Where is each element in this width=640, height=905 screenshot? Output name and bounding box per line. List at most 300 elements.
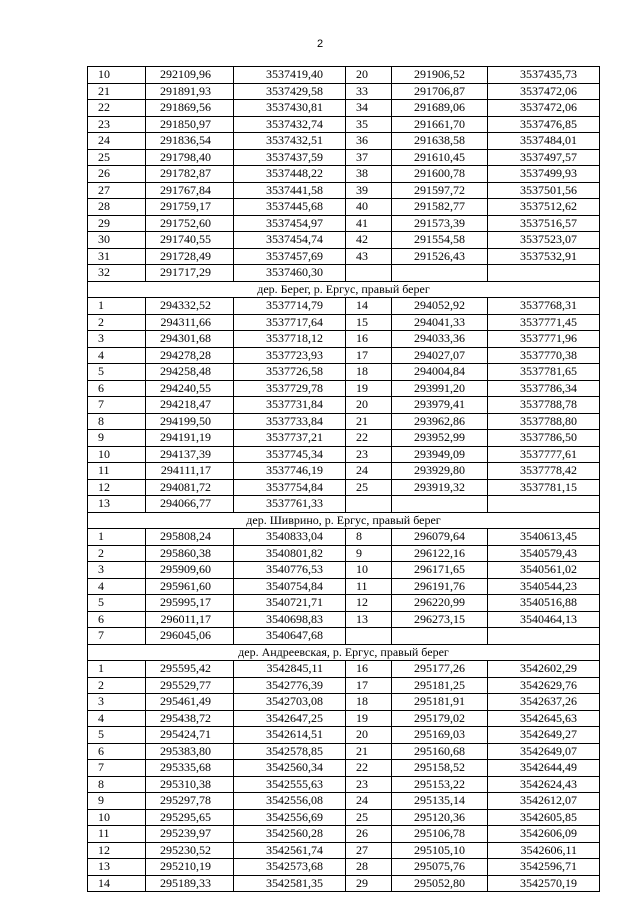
coordinate-cell: 295153,22: [392, 776, 488, 793]
coordinate-cell: 3540833,04: [234, 529, 346, 546]
coordinate-cell: 296191,76: [392, 578, 488, 595]
point-number-cell: 14: [88, 875, 146, 892]
coordinate-cell: 3537512,62: [488, 199, 600, 216]
table-row: [88, 875, 600, 892]
coordinate-cell: 296273,15: [392, 611, 488, 628]
coordinate-cell: 291728,49: [146, 248, 234, 265]
point-number-cell: 7: [88, 760, 146, 777]
point-number-cell: 7: [88, 397, 146, 414]
coordinate-cell: 3540776,53: [234, 562, 346, 579]
coordinate-cell: 3542645,63: [488, 710, 600, 727]
table-row: [88, 677, 600, 694]
point-number-cell: 11: [88, 826, 146, 843]
coordinate-cell: 3537714,79: [234, 298, 346, 315]
coordinate-cell: 3537726,58: [234, 364, 346, 381]
point-number-cell: 3: [88, 331, 146, 348]
coordinate-cell: 295860,38: [146, 545, 234, 562]
coordinate-cell: 3537430,81: [234, 100, 346, 117]
table-row: [88, 710, 600, 727]
coordinate-cell: 293919,32: [392, 479, 488, 496]
point-number-cell: 1: [88, 529, 146, 546]
table-row: [88, 595, 600, 612]
point-number-cell: 9: [88, 430, 146, 447]
coordinate-cell: 3537441,58: [234, 182, 346, 199]
table-row: [88, 446, 600, 463]
point-number-cell: 4: [88, 578, 146, 595]
table-row: [88, 545, 600, 562]
coordinate-cell: 3540544,23: [488, 578, 600, 595]
coordinate-cell: 294240,55: [146, 380, 234, 397]
coordinate-cell: 3537778,42: [488, 463, 600, 480]
coordinate-cell: 295230,52: [146, 842, 234, 859]
point-number-cell: 8: [88, 776, 146, 793]
coordinate-cell: 3537497,57: [488, 149, 600, 166]
coordinate-cell: 295169,03: [392, 727, 488, 744]
point-number-cell: 28: [88, 199, 146, 216]
coordinate-cell: 291582,77: [392, 199, 488, 216]
coordinate-cell: 295105,10: [392, 842, 488, 859]
point-number-cell: 12: [88, 479, 146, 496]
point-number-cell: 16: [346, 331, 392, 348]
point-number-cell: 10: [88, 446, 146, 463]
coordinate-cell: 295181,91: [392, 694, 488, 711]
coordinate-cell: 3540647,68: [234, 628, 346, 645]
point-number-cell: 33: [346, 83, 392, 100]
point-number-cell: 41: [346, 215, 392, 232]
point-number-cell: 20: [346, 727, 392, 744]
table-row: [88, 479, 600, 496]
coordinate-cell: 295295,65: [146, 809, 234, 826]
coordinate-cell: 294081,72: [146, 479, 234, 496]
coordinate-cell: 291706,87: [392, 83, 488, 100]
table-row: [88, 182, 600, 199]
coordinate-cell: 291573,39: [392, 215, 488, 232]
point-number-cell: 14: [346, 298, 392, 315]
coordinate-cell: 295383,80: [146, 743, 234, 760]
coordinate-cell: 3537432,74: [234, 116, 346, 133]
point-number-cell: [346, 265, 392, 282]
point-number-cell: 19: [346, 380, 392, 397]
point-number-cell: 2: [88, 545, 146, 562]
coordinate-cell: 3542703,08: [234, 694, 346, 711]
coordinate-cell: 3537770,38: [488, 347, 600, 364]
point-number-cell: 27: [346, 842, 392, 859]
coordinate-cell: 3542776,39: [234, 677, 346, 694]
coordinate-cell: 3542845,11: [234, 661, 346, 678]
coordinate-cell: 291869,56: [146, 100, 234, 117]
coordinate-cell: 3537448,22: [234, 166, 346, 183]
coordinate-cell: 294278,28: [146, 347, 234, 364]
coordinate-cell: 3537786,50: [488, 430, 600, 447]
table-row: [88, 397, 600, 414]
coordinate-cell: 3537429,58: [234, 83, 346, 100]
point-number-cell: 36: [346, 133, 392, 150]
coordinate-cell: 3542605,85: [488, 809, 600, 826]
coordinate-cell: 3537460,30: [234, 265, 346, 282]
point-number-cell: 9: [346, 545, 392, 562]
coordinate-cell: 3540516,88: [488, 595, 600, 612]
coordinate-cell: 291526,43: [392, 248, 488, 265]
point-number-cell: 25: [346, 479, 392, 496]
coordinate-cell: 295075,76: [392, 859, 488, 876]
coordinate-cell: 294111,17: [146, 463, 234, 480]
coordinate-cell: 294191,19: [146, 430, 234, 447]
table-row: [88, 331, 600, 348]
table-row: [88, 166, 600, 183]
coordinate-cell: 291759,17: [146, 199, 234, 216]
coordinate-cell: 294301,68: [146, 331, 234, 348]
point-number-cell: 26: [346, 826, 392, 843]
coordinate-cell: [392, 496, 488, 513]
table-row: [88, 611, 600, 628]
coordinate-cell: 3537729,78: [234, 380, 346, 397]
point-number-cell: 11: [346, 578, 392, 595]
coordinate-cell: 3542555,63: [234, 776, 346, 793]
table-row: [88, 776, 600, 793]
coordinate-cell: 296220,99: [392, 595, 488, 612]
point-number-cell: 25: [88, 149, 146, 166]
table-row: [88, 116, 600, 133]
coordinate-cell: 293991,20: [392, 380, 488, 397]
table-row: [88, 529, 600, 546]
coordinate-cell: 292109,96: [146, 67, 234, 84]
point-number-cell: 42: [346, 232, 392, 249]
page-number: 2: [316, 38, 324, 50]
point-number-cell: 3: [88, 562, 146, 579]
point-number-cell: 24: [346, 793, 392, 810]
coordinate-cell: 291906,52: [392, 67, 488, 84]
table-row: [88, 694, 600, 711]
coordinate-cell: 291717,29: [146, 265, 234, 282]
table-row: [88, 298, 600, 315]
point-number-cell: 23: [346, 776, 392, 793]
table-row: [88, 215, 600, 232]
table-row: [88, 430, 600, 447]
point-number-cell: 43: [346, 248, 392, 265]
point-number-cell: 5: [88, 595, 146, 612]
point-number-cell: 38: [346, 166, 392, 183]
point-number-cell: 24: [88, 133, 146, 150]
point-number-cell: 6: [88, 743, 146, 760]
coordinate-cell: 3542570,19: [488, 875, 600, 892]
coordinate-cell: 294311,66: [146, 314, 234, 331]
table-row: [88, 826, 600, 843]
table-row: [88, 199, 600, 216]
coordinate-cell: 295909,60: [146, 562, 234, 579]
coordinate-cell: 3540561,02: [488, 562, 600, 579]
coordinate-cell: 3542624,43: [488, 776, 600, 793]
coordinate-cell: 3537771,96: [488, 331, 600, 348]
table-row: [88, 859, 600, 876]
coordinate-cell: 295995,17: [146, 595, 234, 612]
coordinate-cell: 293929,80: [392, 463, 488, 480]
coordinate-cell: 295438,72: [146, 710, 234, 727]
coordinates-table: [87, 66, 600, 892]
table-row: [88, 578, 600, 595]
coordinate-cell: 3537768,31: [488, 298, 600, 315]
coordinate-cell: 295177,26: [392, 661, 488, 678]
coordinate-cell: 3537501,56: [488, 182, 600, 199]
coordinate-cell: 3537432,51: [234, 133, 346, 150]
coordinate-cell: 294258,48: [146, 364, 234, 381]
coordinate-cell: 294199,50: [146, 413, 234, 430]
coordinate-cell: 3537499,93: [488, 166, 600, 183]
coordinate-cell: 3542612,07: [488, 793, 600, 810]
coordinate-cell: 3537516,57: [488, 215, 600, 232]
coordinate-cell: 3542560,34: [234, 760, 346, 777]
point-number-cell: 21: [346, 743, 392, 760]
point-number-cell: 27: [88, 182, 146, 199]
coordinate-cell: 3537437,59: [234, 149, 346, 166]
coordinate-cell: 3537445,68: [234, 199, 346, 216]
section-header-row: [88, 512, 600, 529]
coordinate-cell: 3537419,40: [234, 67, 346, 84]
coordinate-cell: 294218,47: [146, 397, 234, 414]
coordinate-cell: 3537731,84: [234, 397, 346, 414]
point-number-cell: 12: [346, 595, 392, 612]
point-number-cell: 29: [88, 215, 146, 232]
coordinate-cell: 291798,40: [146, 149, 234, 166]
coordinate-cell: 3540613,45: [488, 529, 600, 546]
point-number-cell: 40: [346, 199, 392, 216]
coordinate-cell: 293962,86: [392, 413, 488, 430]
coordinate-cell: 3537717,64: [234, 314, 346, 331]
point-number-cell: 18: [346, 694, 392, 711]
coordinate-cell: 3542649,27: [488, 727, 600, 744]
coordinate-cell: 294052,92: [392, 298, 488, 315]
table-row: [88, 67, 600, 84]
table-row: [88, 760, 600, 777]
point-number-cell: 22: [346, 430, 392, 447]
coordinate-cell: 3542647,25: [234, 710, 346, 727]
coordinate-cell: 291740,55: [146, 232, 234, 249]
coordinate-cell: 3537733,84: [234, 413, 346, 430]
coordinate-cell: 295461,49: [146, 694, 234, 711]
point-number-cell: 39: [346, 182, 392, 199]
coordinate-cell: [488, 496, 600, 513]
coordinate-cell: 295158,52: [392, 760, 488, 777]
coordinate-cell: 3542606,09: [488, 826, 600, 843]
table-row: [88, 661, 600, 678]
coordinate-cell: 294033,36: [392, 331, 488, 348]
coordinate-cell: [392, 265, 488, 282]
coordinate-cell: 3542578,85: [234, 743, 346, 760]
coordinate-cell: 291661,70: [392, 116, 488, 133]
point-number-cell: 11: [88, 463, 146, 480]
coordinate-cell: 295310,38: [146, 776, 234, 793]
coordinate-cell: 3537532,91: [488, 248, 600, 265]
coordinates-table-body: [88, 67, 600, 892]
coordinate-cell: 295239,97: [146, 826, 234, 843]
point-number-cell: 24: [346, 463, 392, 480]
coordinate-cell: 295120,36: [392, 809, 488, 826]
coordinate-cell: 294137,39: [146, 446, 234, 463]
coordinate-cell: 3542561,74: [234, 842, 346, 859]
coordinate-cell: 291767,84: [146, 182, 234, 199]
point-number-cell: 5: [88, 364, 146, 381]
table-row: [88, 496, 600, 513]
table-row: [88, 149, 600, 166]
point-number-cell: 1: [88, 298, 146, 315]
point-number-cell: 26: [88, 166, 146, 183]
coordinate-cell: 294041,33: [392, 314, 488, 331]
table-row: [88, 463, 600, 480]
section-title: дер. Шиврино, р. Ергус, правый берег: [88, 512, 600, 529]
coordinate-cell: 293952,99: [392, 430, 488, 447]
coordinate-cell: 3537761,33: [234, 496, 346, 513]
point-number-cell: 1: [88, 661, 146, 678]
coordinate-cell: 291850,97: [146, 116, 234, 133]
coordinate-cell: [488, 628, 600, 645]
section-title: дер. Андреевская, р. Ергус, правый берег: [88, 644, 600, 661]
coordinate-cell: 3537781,15: [488, 479, 600, 496]
coordinate-cell: 295529,77: [146, 677, 234, 694]
point-number-cell: 20: [346, 67, 392, 84]
point-number-cell: 18: [346, 364, 392, 381]
coordinate-cell: 3537746,19: [234, 463, 346, 480]
table-row: [88, 562, 600, 579]
table-row: [88, 347, 600, 364]
point-number-cell: 8: [346, 529, 392, 546]
coordinate-cell: 3537523,07: [488, 232, 600, 249]
coordinate-cell: 291782,87: [146, 166, 234, 183]
coordinate-cell: 3542649,07: [488, 743, 600, 760]
coordinate-cell: 294004,84: [392, 364, 488, 381]
point-number-cell: 28: [346, 859, 392, 876]
point-number-cell: 31: [88, 248, 146, 265]
coordinate-cell: 3540754,84: [234, 578, 346, 595]
point-number-cell: 8: [88, 413, 146, 430]
coordinate-cell: 291689,06: [392, 100, 488, 117]
coordinate-cell: [488, 265, 600, 282]
coordinate-cell: 3537788,80: [488, 413, 600, 430]
coordinate-cell: 3542556,69: [234, 809, 346, 826]
coordinate-cell: 294027,07: [392, 347, 488, 364]
table-row: [88, 100, 600, 117]
point-number-cell: 2: [88, 677, 146, 694]
coordinate-cell: 3537754,84: [234, 479, 346, 496]
coordinate-cell: 3537771,45: [488, 314, 600, 331]
table-row: [88, 83, 600, 100]
table-row: [88, 413, 600, 430]
coordinate-cell: 3537435,73: [488, 67, 600, 84]
point-number-cell: 15: [346, 314, 392, 331]
section-header-row: [88, 281, 600, 298]
point-number-cell: 12: [88, 842, 146, 859]
coordinate-cell: 294066,77: [146, 496, 234, 513]
coordinate-cell: 3537472,06: [488, 100, 600, 117]
coordinate-cell: 295335,68: [146, 760, 234, 777]
coordinate-cell: 291891,93: [146, 83, 234, 100]
coordinate-cell: 295189,33: [146, 875, 234, 892]
coordinate-cell: 3537454,97: [234, 215, 346, 232]
point-number-cell: 5: [88, 727, 146, 744]
coordinate-cell: 291597,72: [392, 182, 488, 199]
point-number-cell: 22: [88, 100, 146, 117]
section-title: дер. Берег, р. Ергус, правый берег: [88, 281, 600, 298]
coordinate-cell: 3542637,26: [488, 694, 600, 711]
point-number-cell: 13: [346, 611, 392, 628]
point-number-cell: 21: [88, 83, 146, 100]
point-number-cell: 17: [346, 677, 392, 694]
coordinate-cell: 295179,02: [392, 710, 488, 727]
table-row: [88, 314, 600, 331]
coordinate-cell: 3540579,43: [488, 545, 600, 562]
coordinate-cell: 291554,58: [392, 232, 488, 249]
coordinate-cell: 296045,06: [146, 628, 234, 645]
coordinate-cell: 295135,14: [392, 793, 488, 810]
coordinate-cell: 3542644,49: [488, 760, 600, 777]
point-number-cell: 37: [346, 149, 392, 166]
point-number-cell: 10: [88, 67, 146, 84]
coordinate-cell: 293979,41: [392, 397, 488, 414]
point-number-cell: 13: [88, 496, 146, 513]
coordinate-cell: 295106,78: [392, 826, 488, 843]
coordinate-cell: [392, 628, 488, 645]
point-number-cell: 4: [88, 347, 146, 364]
point-number-cell: 21: [346, 413, 392, 430]
coordinate-cell: 3542602,29: [488, 661, 600, 678]
point-number-cell: 2: [88, 314, 146, 331]
point-number-cell: 32: [88, 265, 146, 282]
coordinate-cell: 295160,68: [392, 743, 488, 760]
coordinate-cell: 3537476,85: [488, 116, 600, 133]
coordinate-cell: 3537454,74: [234, 232, 346, 249]
point-number-cell: 6: [88, 611, 146, 628]
point-number-cell: 20: [346, 397, 392, 414]
table-row: [88, 809, 600, 826]
coordinate-cell: 294332,52: [146, 298, 234, 315]
point-number-cell: 7: [88, 628, 146, 645]
coordinate-cell: 295808,24: [146, 529, 234, 546]
point-number-cell: 3: [88, 694, 146, 711]
coordinate-cell: 3542614,51: [234, 727, 346, 744]
coordinate-cell: 291638,58: [392, 133, 488, 150]
table-row: [88, 793, 600, 810]
point-number-cell: 23: [346, 446, 392, 463]
point-number-cell: [346, 628, 392, 645]
point-number-cell: 16: [346, 661, 392, 678]
coordinate-cell: 3542629,76: [488, 677, 600, 694]
coordinate-cell: 295961,60: [146, 578, 234, 595]
coordinate-cell: 3537472,06: [488, 83, 600, 100]
point-number-cell: 10: [88, 809, 146, 826]
coordinate-cell: 3537737,21: [234, 430, 346, 447]
coordinate-cell: 296079,64: [392, 529, 488, 546]
table-row: [88, 842, 600, 859]
point-number-cell: 10: [346, 562, 392, 579]
table-row: [88, 380, 600, 397]
table-row: [88, 743, 600, 760]
point-number-cell: 25: [346, 809, 392, 826]
coordinate-cell: 295210,19: [146, 859, 234, 876]
coordinate-cell: 293949,09: [392, 446, 488, 463]
coordinate-cell: 291752,60: [146, 215, 234, 232]
coordinate-cell: 3542573,68: [234, 859, 346, 876]
coordinate-cell: 291600,78: [392, 166, 488, 183]
coordinate-cell: 3537718,12: [234, 331, 346, 348]
table-row: [88, 727, 600, 744]
coordinate-cell: 3537745,34: [234, 446, 346, 463]
coordinate-cell: 296171,65: [392, 562, 488, 579]
point-number-cell: 35: [346, 116, 392, 133]
coordinate-cell: 3542560,28: [234, 826, 346, 843]
coordinate-cell: 295052,80: [392, 875, 488, 892]
coordinate-cell: 3537484,01: [488, 133, 600, 150]
coordinate-cell: 296122,16: [392, 545, 488, 562]
table-row: [88, 232, 600, 249]
coordinate-cell: 291610,45: [392, 149, 488, 166]
